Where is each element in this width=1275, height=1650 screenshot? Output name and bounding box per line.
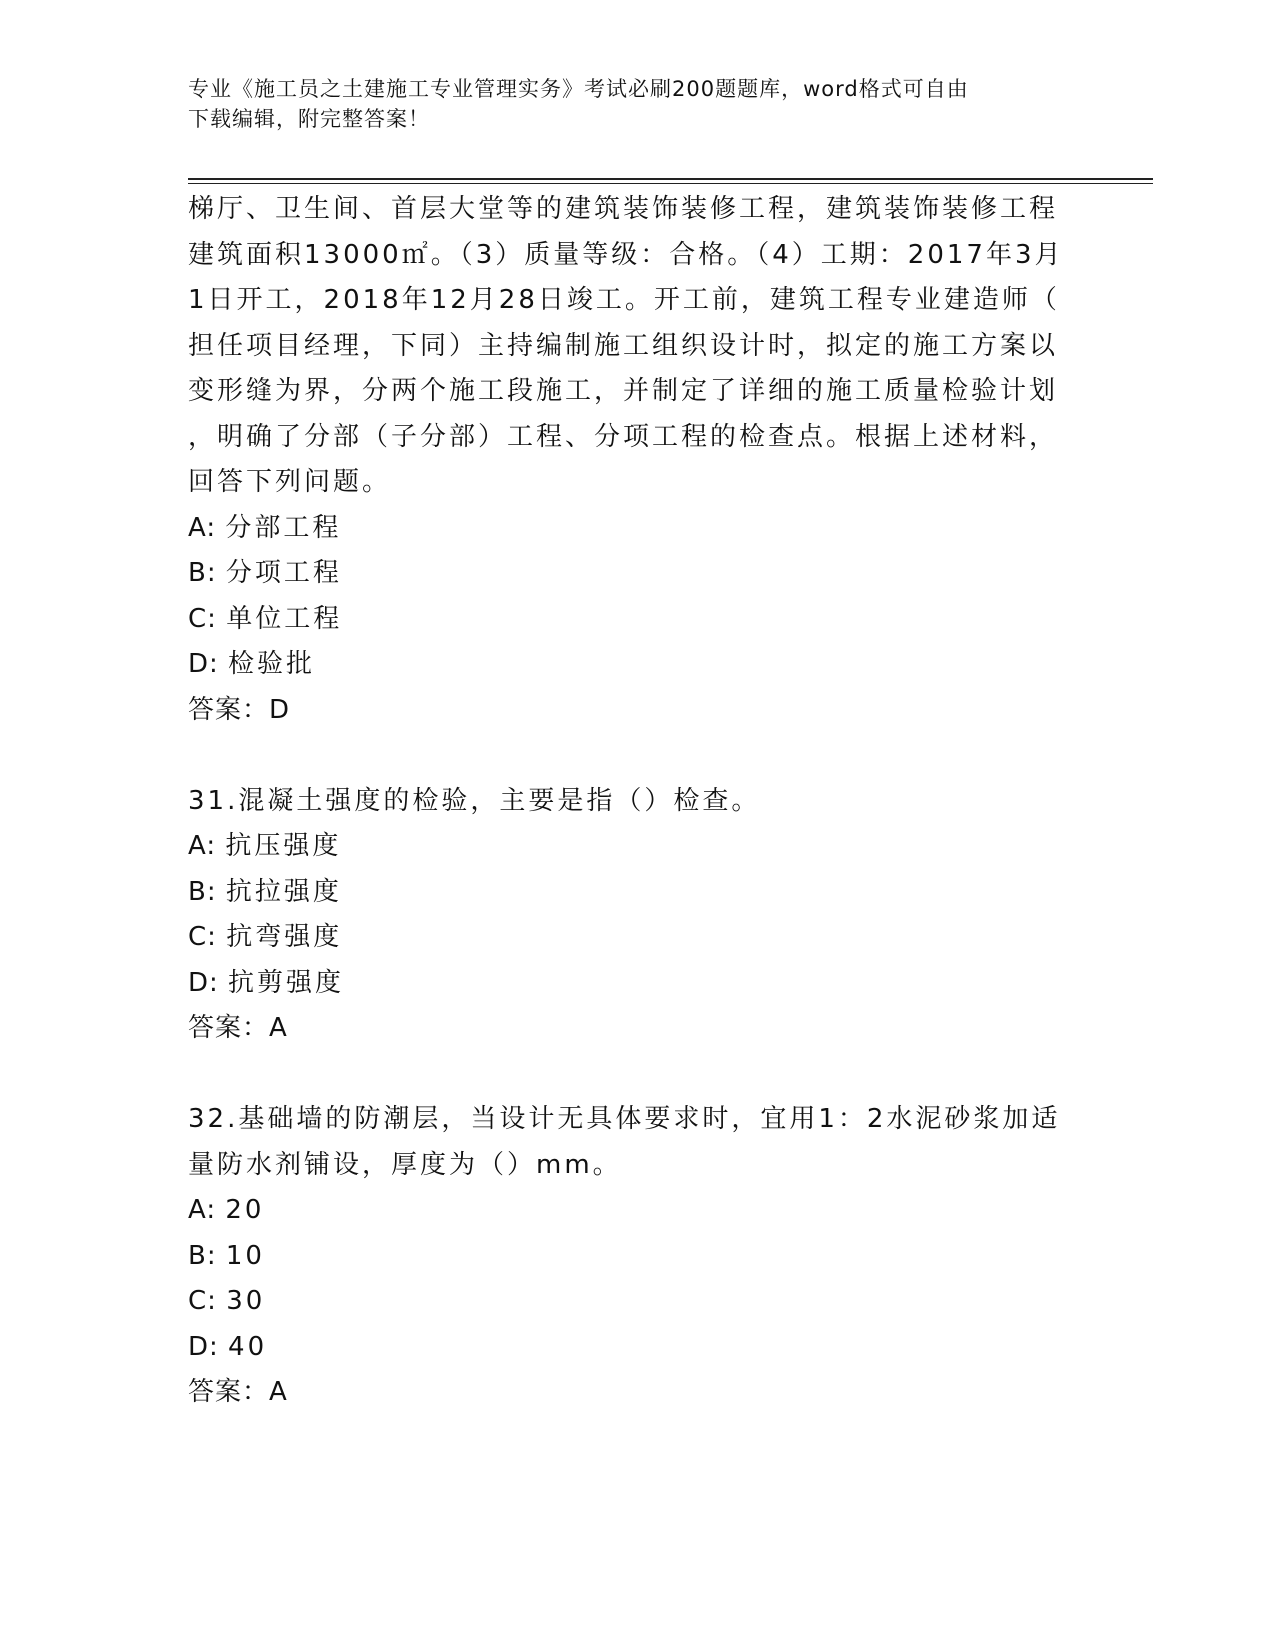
option-label: C: [188, 603, 217, 634]
answer-line: 答案：A [188, 1013, 288, 1043]
question-text: 32.基础墙的防潮层，当设计无具体要求时，宜用1：2水泥砂浆加适 量防水剂铺设，厚度为（）mm。 [188, 1104, 1061, 1180]
option-text: 30 [226, 1286, 266, 1316]
option-label: D: [188, 1331, 219, 1362]
question-text: 梯厅、卫生间、首层大堂等的建筑装饰装修工程，建筑装饰装修工程 建筑面积13000㎡。（3）质量等级：合格。（4）工期：2017年3月 1日开工，2018年12月28日竣工。开工前，建筑工程专业建造师（ 担任项目经理，下同）主持编制施工组织设计时，拟定的施工方案以 变形缝为界，分两个施工段施工，并制定了详细的施工质量检验计划 ，明确了分部（子分部）工程、分项工程的检查点。根据上述材料， 回答下列问题。 [188, 194, 1064, 497]
option-b [188, 1234, 1088, 1280]
option-label: B: [188, 558, 217, 588]
page-header: 专业《施工员之土建施工专业管理实务》考试必刷200题题库，word格式可自由 下载编辑，附完整答案！ [188, 77, 969, 131]
option-c [188, 597, 1088, 643]
option-text: 检验批 [228, 649, 316, 679]
option-text: 抗拉强度 [225, 876, 342, 907]
option-label: B: [188, 1240, 217, 1271]
option-label: A: [188, 512, 217, 543]
option-a [188, 824, 1088, 870]
question-31 [188, 779, 1088, 1052]
option-text: 单位工程 [226, 603, 343, 634]
question-continued [188, 187, 1088, 733]
option-text: 分项工程 [225, 558, 342, 588]
option-text: 抗剪强度 [228, 967, 345, 998]
option-b [188, 551, 1088, 597]
option-label: D: [188, 967, 219, 998]
option-text: 10 [225, 1240, 265, 1271]
question-text: 31.混凝土强度的检验，主要是指（）检查。 [188, 785, 761, 816]
answer-line: 答案：D [188, 694, 291, 725]
option-label: C: [188, 922, 217, 952]
option-c [188, 1279, 1088, 1325]
document-body [188, 187, 1088, 1416]
option-label: D: [188, 649, 219, 679]
option-a [188, 1188, 1088, 1234]
option-text: 抗压强度 [225, 831, 342, 861]
option-d [188, 961, 1088, 1007]
option-text: 20 [225, 1195, 265, 1225]
option-label: C: [188, 1286, 217, 1316]
option-c [188, 915, 1088, 961]
question-32 [188, 1097, 1088, 1416]
header-rule-thin [188, 183, 1153, 184]
option-text: 40 [228, 1331, 268, 1362]
option-text: 抗弯强度 [226, 922, 343, 952]
option-label: A: [188, 831, 217, 861]
option-label: B: [188, 876, 217, 907]
answer-line: 答案：A [188, 1377, 288, 1407]
option-d [188, 642, 1088, 688]
option-b [188, 870, 1088, 916]
option-label: A: [188, 1195, 217, 1225]
option-d [188, 1325, 1088, 1371]
header-rule-thick [188, 178, 1153, 180]
option-a [188, 506, 1088, 552]
option-text: 分部工程 [225, 512, 342, 543]
